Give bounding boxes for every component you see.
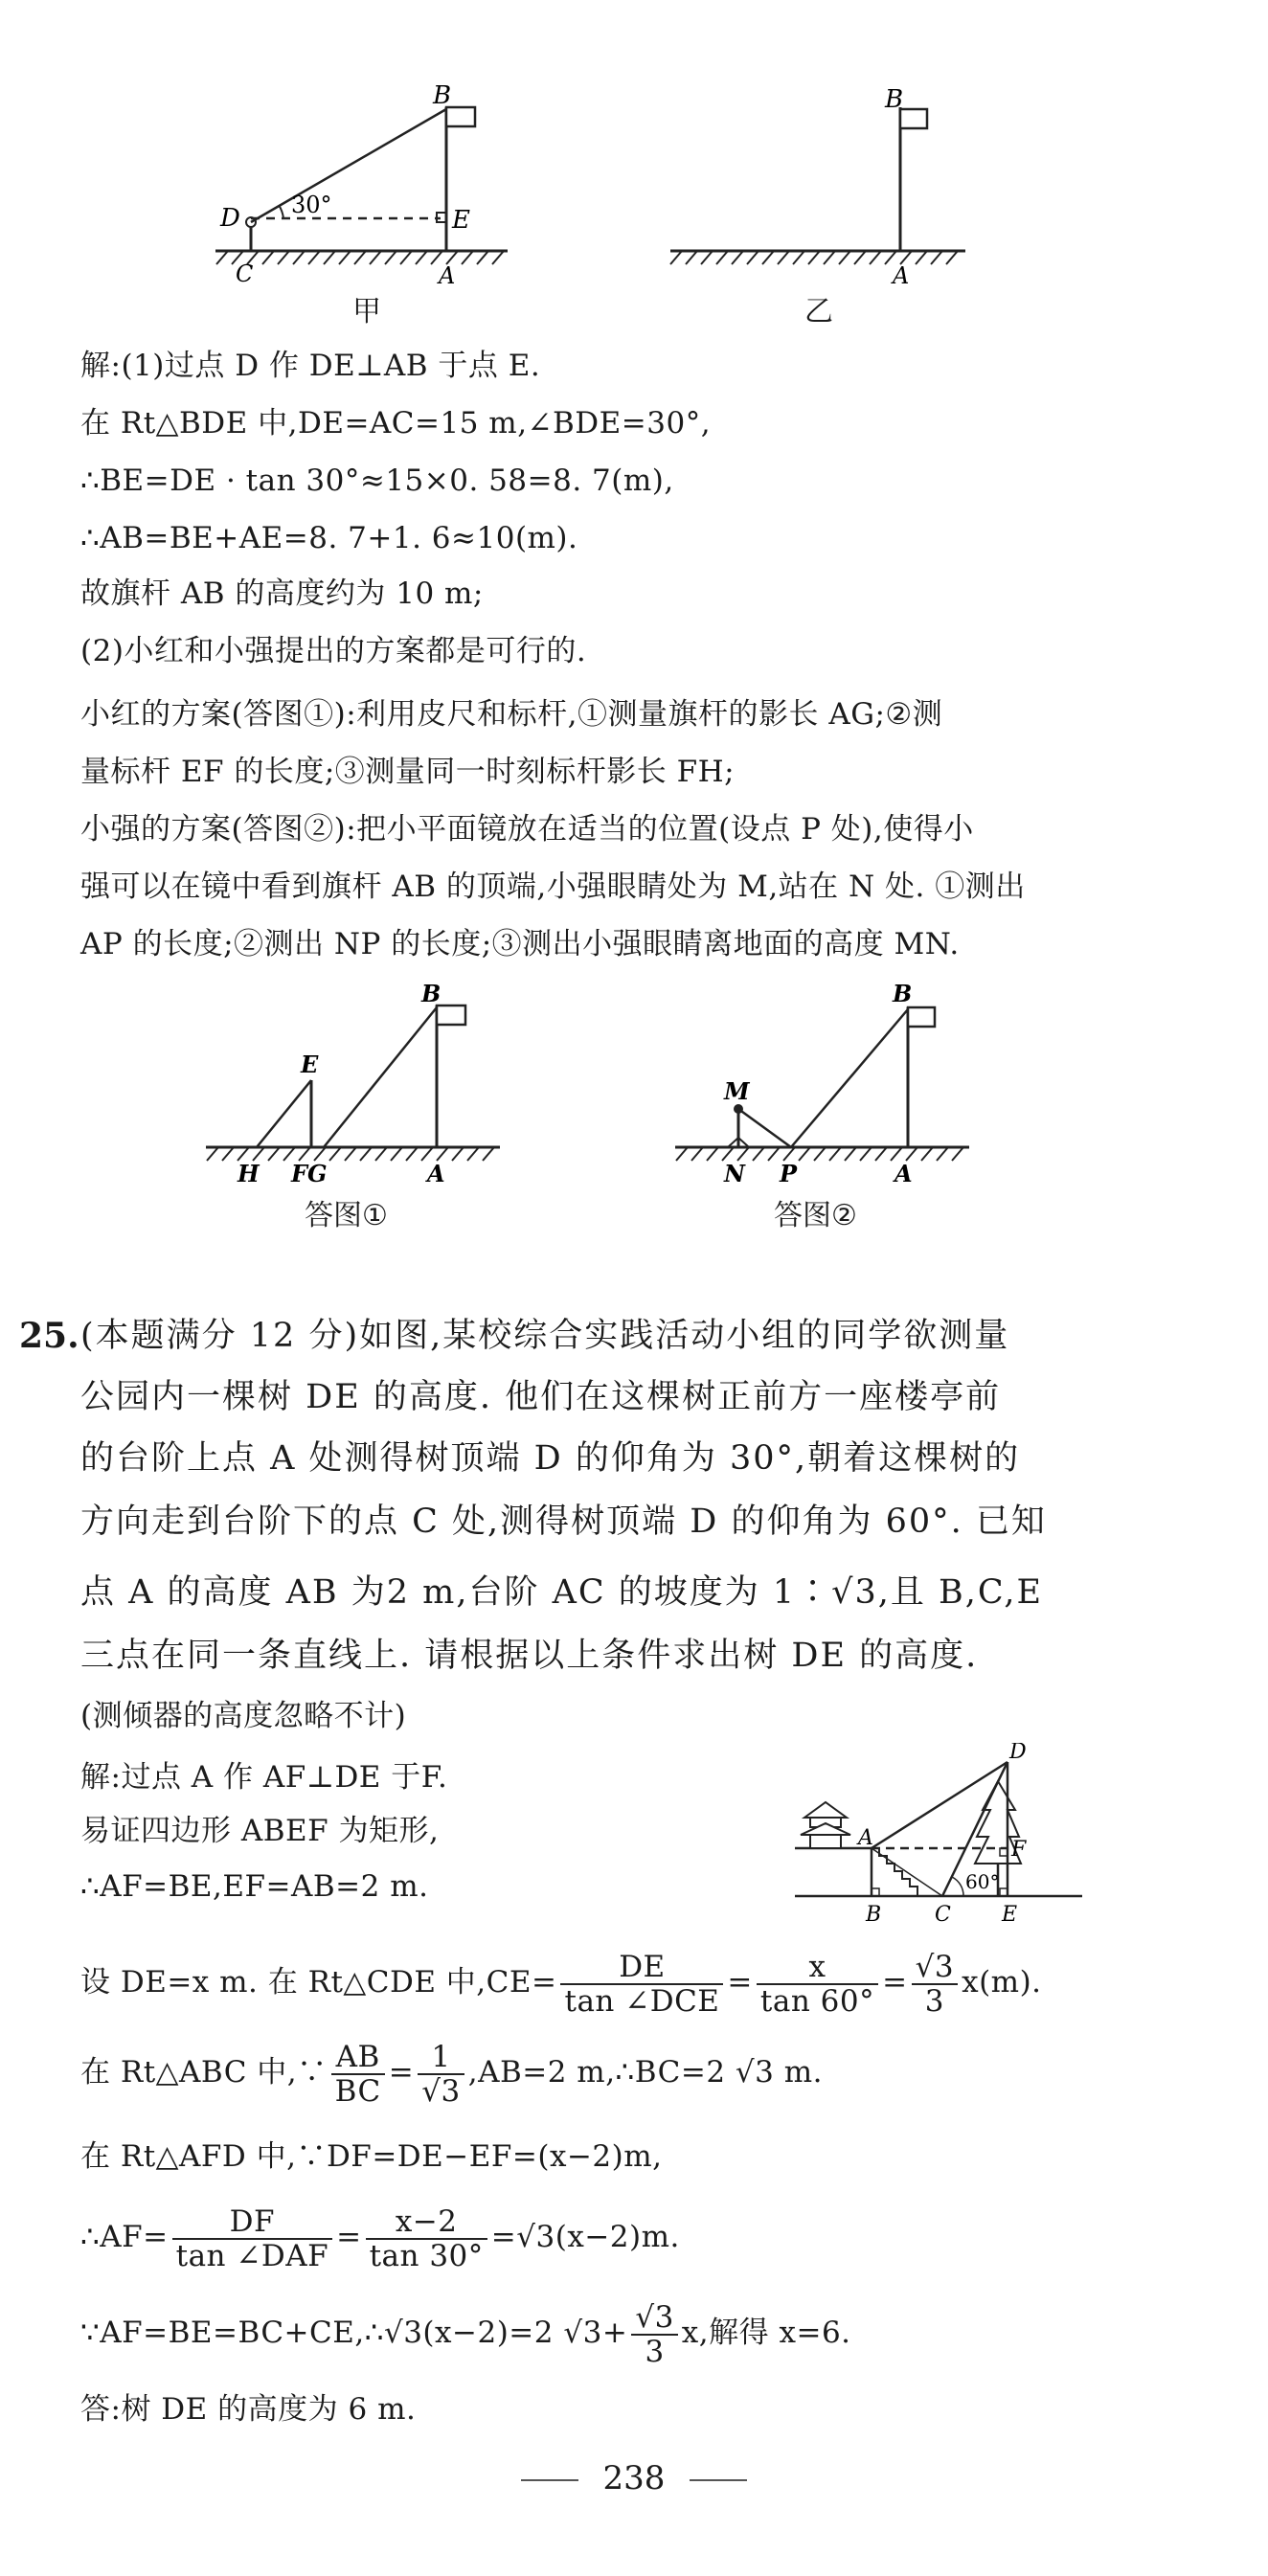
label-A: A	[427, 1160, 445, 1187]
label-B: B	[885, 85, 904, 114]
label-A: A	[858, 1826, 873, 1850]
text: =	[388, 2055, 415, 2090]
label-D: D	[220, 204, 240, 233]
label-B: B	[893, 980, 913, 1007]
text: ∴AF=	[80, 2220, 169, 2254]
numerator: DF	[172, 2205, 332, 2240]
figure-yi	[670, 85, 965, 289]
solution-line-fraction	[80, 2203, 680, 2272]
text: 设 DE=x m. 在 Rt△CDE 中,CE=	[80, 1965, 557, 2000]
answer-figure-2	[675, 980, 969, 1187]
numerator: √3	[631, 2301, 677, 2336]
solution-line: 量标杆 EF 的长度;③测量同一时刻标杆影长 FH;	[80, 755, 736, 789]
caption-answer-1: 答图①	[305, 1199, 388, 1232]
solution-line: 强可以在镜中看到旗杆 AB 的顶端,小强眼睛处为 M,站在 N 处. ①测出	[80, 870, 1026, 904]
page-footer	[0, 2459, 1268, 2497]
solution-line: 小强的方案(答图②):把小平面镜放在适当的位置(设点 P 处),使得小	[80, 812, 974, 847]
fraction	[172, 2205, 332, 2272]
label-C: C	[236, 260, 254, 287]
footer-dash	[690, 2479, 747, 2481]
fraction	[366, 2205, 487, 2272]
solution-line: ∴AB=BE+AE=8. 7+1. 6≈10(m).	[80, 521, 578, 555]
fraction	[631, 2301, 677, 2368]
solution-line: 小红的方案(答图①):利用皮尺和标杆,①测量旗杆的影长 AG;②测	[80, 697, 943, 732]
numerator: √3	[912, 1951, 958, 1985]
problem-number: 25.	[19, 1316, 79, 1356]
text: x,解得 x=6.	[681, 2316, 851, 2350]
text: 在 Rt△ABC 中,∵	[80, 2055, 328, 2090]
solution-line-fraction	[80, 1948, 1042, 2018]
solution-line: 答:树 DE 的高度为 6 m.	[80, 2392, 417, 2427]
fraction	[560, 1951, 723, 2018]
solution-line: ∴AF=BE,EF=AB=2 m.	[80, 1869, 429, 1904]
problem-line: 三点在同一条直线上. 请根据以上条件求出树 DE 的高度.	[80, 1637, 979, 1675]
text: =√3(x−2)m.	[490, 2220, 680, 2254]
denominator: √3	[421, 2073, 461, 2109]
denominator: tan 30°	[369, 2238, 484, 2273]
solution-line: 解:(1)过点 D 作 DE⊥AB 于点 E.	[80, 349, 541, 383]
figure-25	[785, 1743, 1092, 1944]
figures-top	[0, 0, 1268, 345]
solution-line-fraction	[80, 2298, 851, 2368]
label-A: A	[894, 1160, 913, 1187]
label-FG: FG	[291, 1160, 328, 1187]
fraction	[418, 2041, 464, 2108]
problem-line: 方向走到台阶下的点 C 处,测得树顶端 D 的仰角为 60°. 已知	[80, 1503, 1047, 1541]
pavilion-icon	[801, 1802, 850, 1848]
solution-line: 在 Rt△AFD 中,∵DF=DE−EF=(x−2)m,	[80, 2139, 663, 2174]
caption-answer-2: 答图②	[774, 1199, 857, 1232]
label-E: E	[301, 1051, 319, 1078]
footer-dash	[521, 2479, 578, 2481]
solution-line-fraction	[80, 2038, 823, 2108]
numerator: x−2	[366, 2205, 487, 2240]
denominator: tan 60°	[759, 1983, 875, 2019]
numerator: x	[757, 1951, 878, 1985]
solution-line: 解:过点 A 作 AF⊥DE 于F.	[80, 1760, 448, 1795]
label-N: N	[724, 1160, 745, 1187]
label-D: D	[1009, 1743, 1027, 1764]
denominator: 3	[645, 2334, 665, 2369]
caption-yi: 乙	[804, 295, 833, 328]
label-B: B	[866, 1903, 882, 1927]
label-C: C	[935, 1903, 951, 1927]
denominator: 3	[924, 1983, 944, 2019]
angle-label: 60°	[965, 1870, 1000, 1893]
fraction	[757, 1951, 878, 2018]
denominator: tan ∠DCE	[564, 1983, 720, 2019]
solution-line: 在 Rt△BDE 中,DE=AC=15 m,∠BDE=30°,	[80, 406, 712, 441]
denominator: tan ∠DAF	[175, 2238, 329, 2273]
answer-figures	[0, 977, 1268, 1264]
label-P: P	[780, 1160, 798, 1187]
problem-line: 的台阶上点 A 处测得树顶端 D 的仰角为 30°,朝着这棵树的	[80, 1439, 1021, 1478]
text: x(m).	[962, 1965, 1042, 2000]
numerator: 1	[418, 2041, 464, 2075]
fraction	[912, 1951, 958, 2018]
numerator: DE	[560, 1951, 723, 1985]
solution-line: 故旗杆 AB 的高度约为 10 m;	[80, 576, 484, 611]
text: =	[727, 1965, 753, 2000]
solution-line: (2)小红和小强提出的方案都是可行的.	[80, 634, 587, 668]
label-E: E	[452, 206, 470, 235]
label-E: E	[1002, 1903, 1018, 1927]
label-B: B	[433, 81, 452, 110]
problem-line: (本题满分 12 分)如图,某校综合实践活动小组的同学欲测量	[80, 1317, 1010, 1355]
label-F: F	[1011, 1838, 1027, 1862]
text: ,AB=2 m,∴BC=2 √3 m.	[467, 2055, 823, 2090]
angle-label: 30°	[291, 192, 332, 218]
problem-line: 公园内一棵树 DE 的高度. 他们在这棵树正前方一座楼亭前	[80, 1378, 1002, 1416]
problem-note: (测倾器的高度忽略不计)	[80, 1699, 407, 1733]
label-A: A	[893, 262, 910, 289]
label-A: A	[439, 262, 456, 289]
fraction	[331, 2041, 385, 2108]
label-H: H	[238, 1160, 260, 1187]
solution-line: 易证四边形 ABEF 为矩形,	[80, 1814, 440, 1848]
denominator: BC	[334, 2073, 381, 2109]
page-number: 238	[602, 2459, 666, 2497]
text: =	[882, 1965, 908, 2000]
text: ∵AF=BE=BC+CE,∴√3(x−2)=2 √3+	[80, 2316, 628, 2350]
caption-jia: 甲	[352, 295, 381, 328]
answer-figure-1	[206, 980, 500, 1187]
text: =	[336, 2220, 362, 2254]
solution-line: ∴BE=DE · tan 30°≈15×0. 58=8. 7(m),	[80, 463, 674, 498]
problem-line: 点 A 的高度 AB 为2 m,台阶 AC 的坡度为 1∶√3,且 B,C,E	[80, 1573, 1044, 1612]
numerator: AB	[331, 2041, 385, 2075]
label-B: B	[421, 980, 442, 1007]
label-M: M	[724, 1077, 750, 1105]
figure-jia	[215, 81, 508, 289]
solution-line: AP 的长度;②测出 NP 的长度;③测出小强眼睛离地面的高度 MN.	[80, 927, 960, 961]
